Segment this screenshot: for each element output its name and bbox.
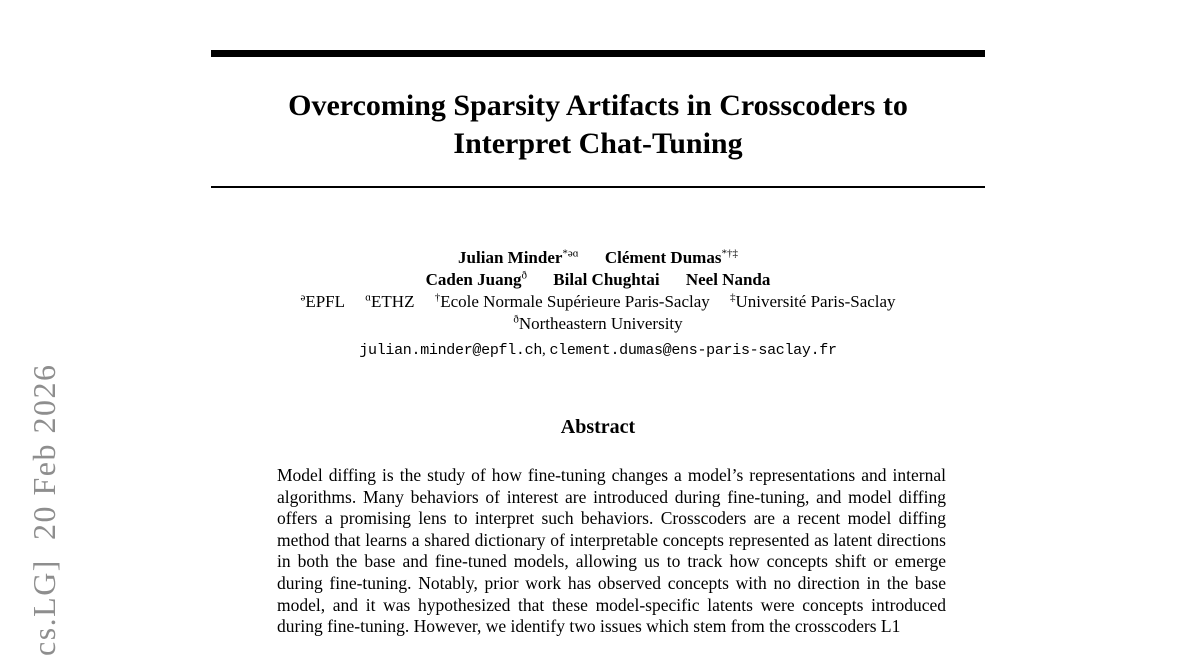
affil-name: Ecole Normale Supérieure Paris-Saclay (440, 292, 710, 311)
affil-name: ETHZ (371, 292, 415, 311)
affil-name: Université Paris-Saclay (735, 292, 896, 311)
author-name: Bilal Chughtai (553, 270, 660, 289)
affiliation-northeastern (513, 314, 682, 333)
author-name: Julian Minder (458, 248, 563, 267)
author-caden-juang (426, 270, 527, 289)
affil-mark: ‡ (730, 291, 736, 304)
arxiv-watermark: cs.LG] 20 Feb 2026 (26, 363, 62, 656)
author-name: Clément Dumas (604, 248, 722, 267)
affil-mark: † (434, 291, 441, 304)
author-julian-minder (458, 248, 579, 267)
affiliations-line-1 (211, 291, 985, 313)
author-affil-marks: *†‡ (721, 247, 738, 260)
authors-line-2 (211, 269, 985, 291)
affil-mark: ð (513, 313, 519, 326)
title-rule-top (211, 50, 985, 57)
affiliation-universite-paris-saclay (730, 292, 896, 311)
affil-mark: ǝ (300, 291, 306, 304)
affiliation-epfl (300, 292, 345, 311)
abstract-text: Model diffing is the study of how fine-tuning changes a model’s representations and internal algorithms. Many behaviors of interest are introduced during fine-tuning, and model diffing offers a promising lens to interpret such behaviors. Crosscoders are a recent model diffing method that learns a shared dictionary of interpretable concepts represented as latent directions in both the base and fine-tuned models, allowing us to track how concepts shift or emerge during fine-tuning. Notably, prior work has observed concepts with no direction in the base model, and it was hypothesized that these model-specific latents were concepts introduced during fine-tuning. However, we identify two issues which stem from the crosscoders L1 (277, 465, 946, 637)
affil-name: EPFL (305, 292, 346, 311)
abstract-heading: Abstract (560, 416, 636, 438)
author-bilal-chughtai (553, 270, 659, 289)
email-julian-minder: julian.minder@epfl.ch (359, 342, 543, 359)
affiliation-ens-paris-saclay (435, 292, 710, 311)
affiliations-line-2 (211, 313, 985, 335)
title-rule-bottom (211, 186, 985, 188)
email-separator: , (542, 342, 550, 358)
author-neel-nanda (686, 270, 771, 289)
affil-name: Northeastern University (518, 314, 683, 333)
contact-emails (211, 339, 985, 362)
affiliation-ethz (365, 292, 414, 311)
paper-title-line1: Overcoming Sparsity Artifacts in Crosscoders to (288, 89, 908, 122)
author-affil-marks: ð (521, 269, 528, 282)
affil-mark: ɑ (365, 291, 372, 304)
author-name: Neel Nanda (685, 270, 771, 289)
paper-title-line2: Interpret Chat-Tuning (453, 127, 743, 160)
authors-line-1 (211, 247, 985, 269)
email-clement-dumas: clement.dumas@ens-paris-saclay.fr (549, 342, 837, 359)
paper-title (211, 87, 985, 163)
author-block (211, 247, 985, 362)
author-clement-dumas (605, 248, 738, 267)
author-affil-marks: *ǝɑ (562, 247, 579, 260)
author-name: Caden Juang (425, 270, 522, 289)
